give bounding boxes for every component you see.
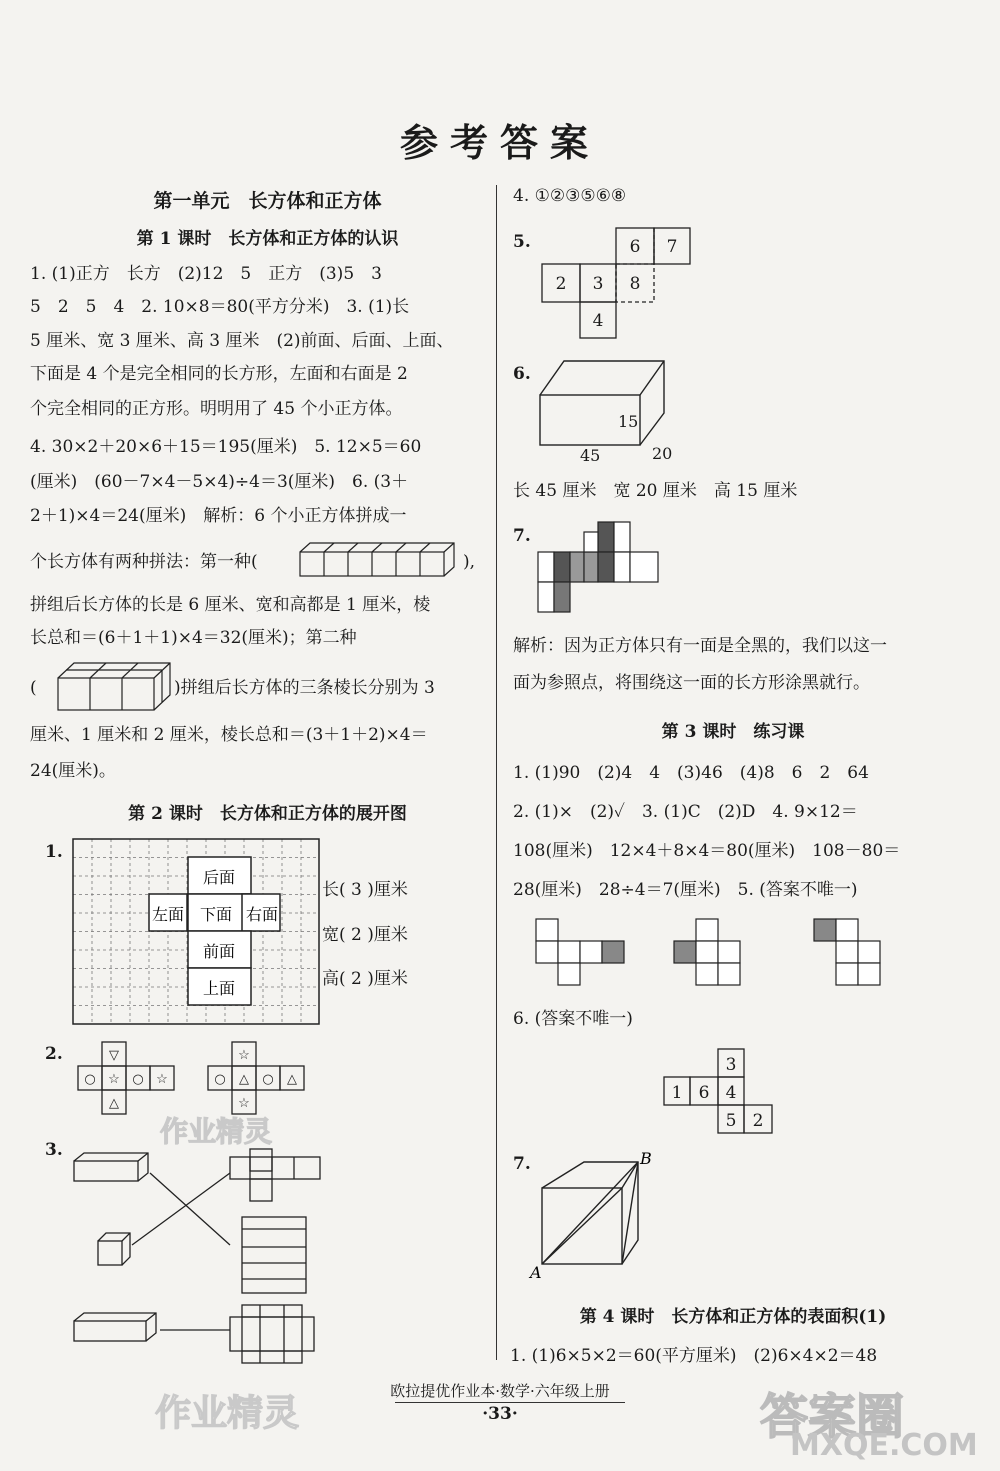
q6b-cell: 4 bbox=[725, 1083, 737, 1103]
watermark-3: 答案圈 bbox=[760, 1389, 905, 1445]
svg-text:☆: ☆ bbox=[238, 1048, 250, 1063]
q5-cell: 7 bbox=[666, 237, 678, 257]
l1-line-9-tail: ), bbox=[463, 552, 476, 572]
l2-q3-label: 3. bbox=[45, 1140, 63, 1160]
l1-line-2: 5 2 5 4 2. 10×8＝80(平方分米) 3. (1)长 bbox=[30, 297, 410, 317]
l1-line-6: 4. 30×2＋20×6＋15＝195(厘米) 5. 12×5＝60 bbox=[30, 437, 422, 457]
svg-text:○: ○ bbox=[132, 1072, 144, 1087]
l1-line-8: 2＋1)×4＝24(厘米) 解析：6 个小正方体拼成一 bbox=[30, 506, 407, 526]
l2-q1-label: 1. bbox=[45, 842, 63, 862]
dim-height: 高( 2 )厘米 bbox=[322, 969, 408, 989]
q6b-cell: 5 bbox=[725, 1111, 737, 1131]
r-q6-answer: 长 45 厘米 宽 20 厘米 高 15 厘米 bbox=[513, 481, 798, 501]
svg-text:☆: ☆ bbox=[156, 1072, 168, 1087]
l3-line-4: 28(厘米) 28÷4＝7(厘米) 5. (答案不唯一) bbox=[513, 880, 858, 900]
l3-q6-label: 6. (答案不唯一) bbox=[513, 1009, 633, 1029]
l4-line-1: 1. (1)6×5×2＝60(平方厘米) (2)6×4×2＝48 bbox=[510, 1346, 878, 1366]
q5-cell: 6 bbox=[629, 237, 641, 257]
footer-rule bbox=[395, 1402, 625, 1403]
l2-q2-label: 2. bbox=[45, 1044, 63, 1064]
l1-line-11: 长总和＝(6＋1＋1)×4＝32(厘米)；第二种 bbox=[30, 628, 357, 648]
l1-line-12: )拼组后长方体的三条棱长分别为 3 bbox=[174, 678, 435, 698]
footer-book-title: 欧拉提优作业本·数学·六年级上册 bbox=[390, 1382, 610, 1400]
q7-shaded-net-figure bbox=[536, 520, 666, 616]
page-title: 参考答案 bbox=[399, 120, 600, 165]
dim-width: 宽( 2 )厘米 bbox=[322, 925, 408, 945]
q5-cell: 8 bbox=[629, 274, 641, 294]
l3-q5-nets-figure bbox=[530, 915, 950, 1005]
lesson1-title: 第 1 课时 长方体和正方体的认识 bbox=[136, 229, 399, 249]
watermark-1: 作业精灵 bbox=[160, 1115, 273, 1148]
lesson3-title: 第 3 课时 练习课 bbox=[661, 722, 805, 742]
svg-text:▽: ▽ bbox=[109, 1048, 119, 1063]
svg-text:△: △ bbox=[239, 1072, 249, 1087]
net-face-bottom: 下面 bbox=[199, 905, 233, 924]
svg-text:△: △ bbox=[109, 1096, 119, 1111]
svg-text:☆: ☆ bbox=[238, 1096, 250, 1111]
q6b-cell: 2 bbox=[752, 1111, 764, 1131]
l1-line-13: 厘米、1 厘米和 2 厘米，棱长总和＝(3＋1＋2)×4＝ bbox=[30, 725, 428, 745]
unit-title: 第一单元 长方体和正方体 bbox=[153, 190, 382, 212]
l3-line-1: 1. (1)90 (2)4 4 (3)46 (4)8 6 2 64 bbox=[513, 763, 869, 783]
r-analysis-line-2: 面为参照点，将围绕这一面的长方形涂黑就行。 bbox=[513, 673, 870, 693]
l1-line-1: 1. (1)正方 长方 (2)12 5 正方 (3)5 3 bbox=[30, 264, 382, 284]
q5-cell: 2 bbox=[555, 274, 567, 294]
column-divider bbox=[496, 185, 497, 1360]
l3-q6-net-figure bbox=[662, 1047, 780, 1135]
net-face-left: 左面 bbox=[151, 905, 185, 924]
prism-6x1-figure bbox=[296, 540, 466, 580]
l1-line-5: 个完全相同的正方形。明明用了 45 个小正方体。 bbox=[30, 399, 403, 419]
svg-text:△: △ bbox=[287, 1072, 297, 1087]
q5-cell: 3 bbox=[592, 274, 604, 294]
l1-line-9: 个长方体有两种拼法：第一种( bbox=[30, 552, 258, 572]
r-q4: 4. ①②③⑤⑥⑧ bbox=[513, 186, 627, 206]
q6b-cell: 3 bbox=[725, 1055, 737, 1075]
grid-net-figure bbox=[72, 838, 322, 1028]
q6b-cell: 1 bbox=[671, 1083, 683, 1103]
l3-line-3: 108(厘米) 12×4＋8×4＝80(厘米) 108－80＝ bbox=[513, 841, 901, 861]
svg-text:○: ○ bbox=[84, 1072, 96, 1087]
matching-figure bbox=[70, 1145, 330, 1370]
page-number: ·33· bbox=[482, 1404, 518, 1424]
q6-label-length: 45 bbox=[580, 446, 601, 465]
l1-line-7: (厘米) (60－7×4－5×4)÷4＝3(厘米) 6. (3＋ bbox=[30, 472, 409, 492]
l1-line-4: 下面是 4 个是完全相同的长方形，左面和右面是 2 bbox=[30, 364, 408, 384]
q5-net-figure bbox=[540, 226, 700, 342]
dim-length: 长( 3 )厘米 bbox=[322, 880, 408, 900]
q5-cell: 4 bbox=[592, 311, 604, 331]
lesson4-title: 第 4 课时 长方体和正方体的表面积(1) bbox=[579, 1307, 887, 1327]
watermark-4: MXQE.COM bbox=[790, 1428, 978, 1463]
net-face-right: 右面 bbox=[245, 905, 279, 924]
lesson2-title: 第 2 课时 长方体和正方体的展开图 bbox=[128, 804, 407, 824]
r-analysis-line-1: 解析：因为正方体只有一面是全黑的，我们以这一 bbox=[513, 636, 887, 656]
vertex-b-label: B bbox=[640, 1150, 652, 1168]
watermark-2: 作业精灵 bbox=[155, 1393, 300, 1434]
vertex-a-label: A bbox=[530, 1263, 542, 1280]
l1-line-3: 5 厘米、宽 3 厘米、高 3 厘米 (2)前面、后面、上面、 bbox=[30, 331, 454, 351]
l3-q7-label: 7. bbox=[513, 1154, 531, 1174]
r-q6-label: 6. bbox=[513, 364, 531, 384]
l3-line-2: 2. (1)× (2)✓ 3. (1)C (2)D 4. 9×12＝ bbox=[513, 802, 858, 822]
r-q7-label: 7. bbox=[513, 526, 531, 546]
net-face-front: 前面 bbox=[202, 942, 236, 961]
q6b-cell: 6 bbox=[698, 1083, 710, 1103]
svg-text:○: ○ bbox=[214, 1072, 226, 1087]
svg-text:☆: ☆ bbox=[108, 1072, 120, 1087]
net-face-back: 后面 bbox=[202, 868, 236, 887]
svg-text:○: ○ bbox=[262, 1072, 274, 1087]
l1-line-10: 拼组后长方体的长是 6 厘米、宽和高都是 1 厘米，棱 bbox=[30, 595, 431, 615]
prism-3x2-figure bbox=[44, 660, 176, 712]
q6-label-height: 15 bbox=[618, 412, 639, 431]
symbol-nets-figure bbox=[72, 1040, 342, 1120]
net-face-top: 上面 bbox=[202, 979, 236, 998]
l1-line-12-open: ( bbox=[30, 678, 37, 698]
q6-label-width: 20 bbox=[652, 444, 673, 463]
l1-line-14: 24(厘米)。 bbox=[30, 761, 116, 781]
q6-prism-figure bbox=[536, 355, 696, 465]
r-q5-label: 5. bbox=[513, 232, 531, 252]
l3-q7-cube-figure bbox=[528, 1150, 668, 1280]
